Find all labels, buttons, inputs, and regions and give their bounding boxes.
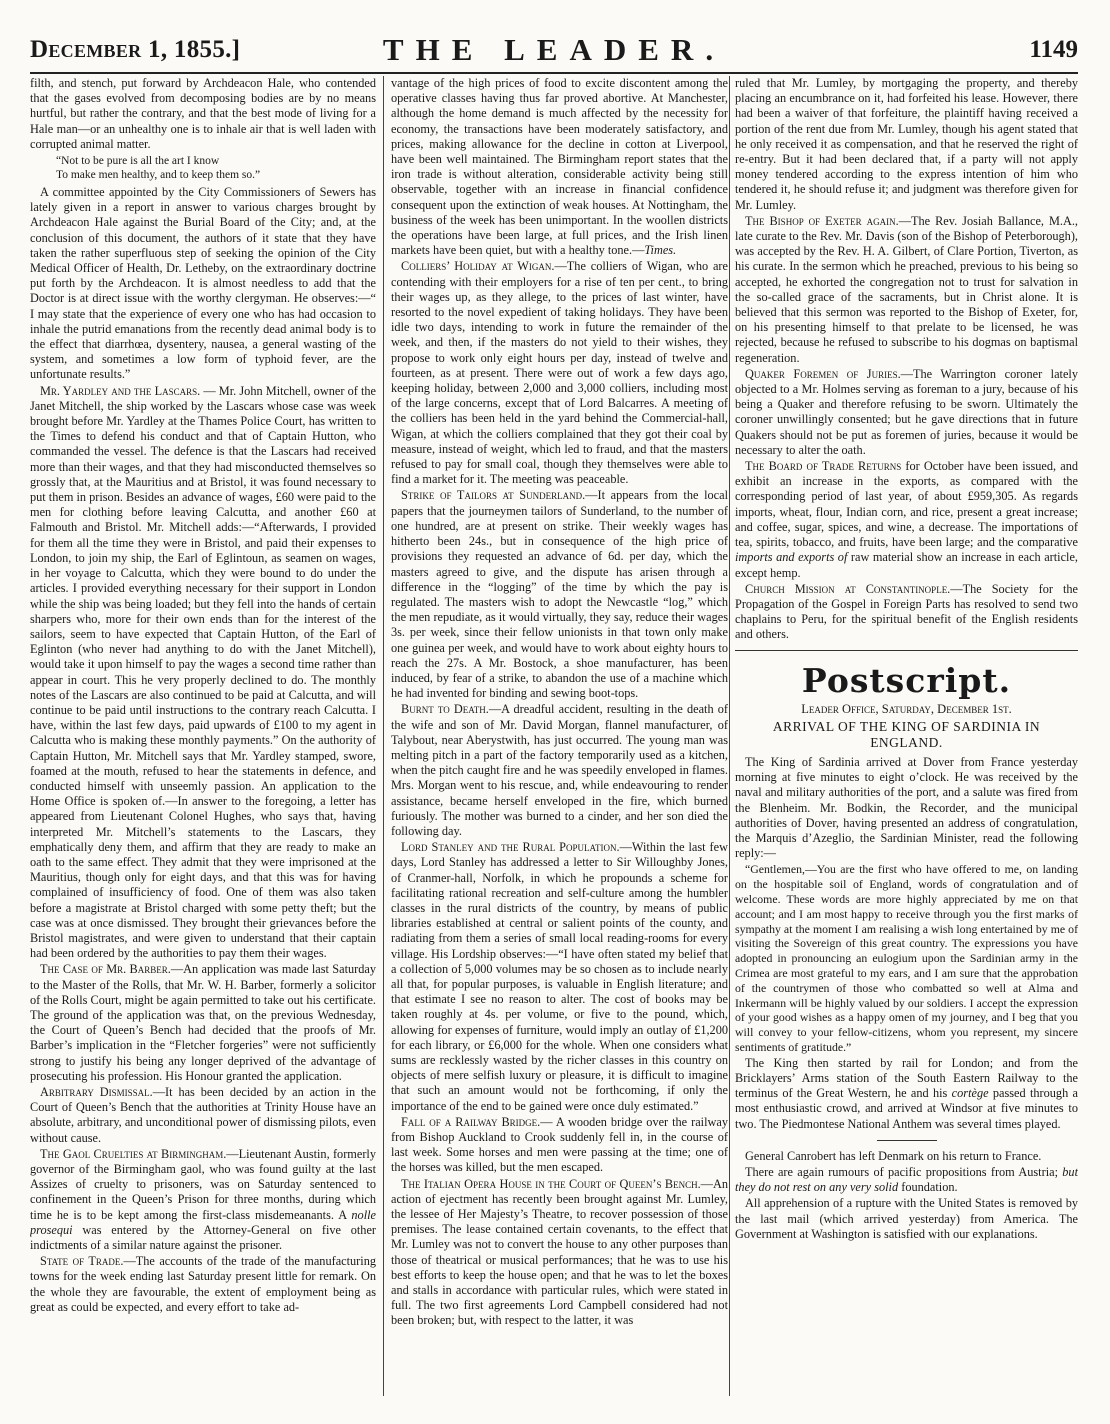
article-text: —A dreadful accident, resulting in the death of the wife and son of Mr. David Morgan, flannel manufacturer, of Talybout, near Aberystwith, has just occurred. The young man was melting pitch in a part of the factory temporarily used as a kitchen, when the pitch caught fire and he was speedily enveloped in flames. Mrs. Morgan went to his rescue, and, while endeavouring to render assistance, became herself enveloped in the fire, which burned furiously. The mother was burned to a cinder, and her son died the following day. [391,702,728,838]
article [391,1177,728,1329]
article [391,1115,728,1176]
article-heading: Burnt to Death. [401,702,489,717]
article-text: —The accounts of the trade of the manufacturing towns for the week ending last Saturday present little for remark. On the whole they are favourable, the extent of employment being as great as could be expected, and every effort to take ad- [30,1254,376,1314]
article-text: —The Warrington coroner lately objected to a Mr. Holmes serving as foreman to a jury, because of his being a Quaker and therefore refusing to be sworn. Ultimately the coroner unwillingly consented; but he gave directions that in future Quakers should not be put as foremen of juries, because it would be necessary to alter the oath. [735,366,1078,457]
column-rule [729,76,730,1396]
article-text: There are again rumours of pacific propositions from Austria; [745,1164,1058,1179]
italic-text: cortège [951,1086,989,1101]
article-text: passed through a most enthusiastic crowd, and arrived at Windsor at five minutes to two. The Piedmontese National Anthem was several times played. [735,1086,1078,1131]
article-text: —The colliers of Wigan, who are contending with their employers for a rise of ten per cent., to bring their wages up, as they allege, to the prices of last winter, have resorted to the novel expedient of taking holidays. They have been idle two days, intending to work in future the remainder of the week, and then, if the masters do not yield to their wishes, they propose to work only eight hours per day, instead of twelve and fourteen, as at present. There were out of work a few days ago, keeping holiday, between 2,000 and 3,000 colliers, including most of the large concerns, except that of Lord Balcarres. A meeting of the colliers has been held in the yard behind the Commercial-hall, Wigan, at which the colliers complained that they got their coal by measure, instead of weight, which led to fraud, and that the masters refused to pay for small coal, though they themselves were able to find a market for it. The meeting was peaceable. [391,259,728,487]
postscript-heading: Postscript. [801,660,1012,700]
quoted-reply: “Gentlemen,—You are the first who have offered to me, on landing on the hospitable soil of England, words of congratulation and of welcome. These words are more highly appreciated by me on that account; and I am most happy to receive through you the first marks of sympathy at the moment I am realising a wish long entertained by me of visiting the Sovereign of this great country. The expressions you have adopted in pronouncing an eulogium upon the Sardinian army in the Crimea are most grateful to my ears, and I am sure that the approbation of the countrymen of those who combatted so well at Alma and Inkermann will be highly valued by our soldiers. I accept the expression of your good wishes as a happy omen of my journey, and I beg that you will convey to your fellow-citizens, whom you represent, my sincere sentiments of gratitude.” [735,862,1078,1054]
verse-quote [30,154,376,182]
column-rule [383,76,384,1396]
article-text: —The Rev. Josiah Ballance, M.A., late curate to the Rev. Mr. Davis (son of the Bishop of Peterborough), was accepted by the Rev. H. A. Gilbert, of Clare Portion, Tiverton, as his curate. In the sermon which he preached, previous to his being so accepted, he exhorted the congregation not to trust for salvation in the so-called grace of the sacraments, but in Christ alone. It is believed that this sermon was reported to the Bishop of Exeter, for, on his presenting himself to that prelate to be licensed, he was rejected, because he refused to subscribe to his dogmas on baptismal regeneration. [735,213,1078,365]
paragraph: filth, and stench, put forward by Archdeacon Hale, who contended that the gases evolved from decomposing bodies are by no means hurtful, but rather the contrary, and that the best mode of living for a Hale man—or an unhealthy one is to inhale air that is well laden with corrupted animal matter. [30,76,376,151]
article-heading: Lord Stanley and the Rural Population. [401,840,620,855]
article-heading: The Italian Opera House in the Court of Queen’s Bench. [401,1176,701,1191]
paragraph: A committee appointed by the City Commissioners of Sewers has lately given in a report in answer to various charges brought by Archdeacon Hale against the Burial Board of the City; and, at the conclusion of this document, the authors of it state that they have taken the rather superfluous step of seeking the opinion of the City Medical Officer of Health, Dr. Letheby, on the extraordinary doctrine put forth by the Archdeacon. It is almost needless to add that the Doctor is at direct issue with the worthy clergyman. He observes:—“ I may state that the experience of every one who has had occasion to inhale the putrid emanations from the recently dead animal body is to the effect that diarrhœa, dysentery, nausea, a general wasting of the system, and sometimes a low form of typhoid fever, are the unfortunate results.” [30,185,376,382]
section-divider [735,650,1078,651]
column-1 [30,76,376,1406]
article-text: for October have been issued, and exhibit an increase in the exports, as compared with the corresponding period of last year, of about £959,305. As regards imports, wheat, flour, Indian corn, and rice, present a great increase; and coffee, sugar, spices, and wine, a decrease. The importations of tea, spirits, tobacco, and fruits, have been large; and the comparative [735,459,1078,550]
article [391,702,728,839]
article-heading: The Board of Trade Returns [745,459,902,474]
article-heading: The Gaol Cruelties at Birmingham. [40,1146,227,1161]
article-heading: Arbitrary Dismissal. [40,1085,153,1099]
article [391,840,728,1114]
headline: ARRIVAL OF THE KING OF SARDINIA IN ENGLAND. [772,718,1041,750]
article-heading: Mr. Yardley and the Lascars. [40,383,201,398]
article-text: —An action of ejectment has recently been brought against Mr. Lumley, the lessee of Her Majesty’s Theatre, to recover possession of those premises. The lease contained certain covenants, to the effect that Mr. Lumley was not to convert the house to any other purposes than those of theatrical or musical performances; that he was to use his best efforts to keep the house open; and that he was to let the boxes and stalls in accordance with particular rules, which were stated in full. The two first agreements Lord Campbell considered had not been broken; but, with respect to the latter, it was [391,1176,728,1328]
article-text: —Lieutenant Austin, formerly governor of the Birmingham gaol, who was found guilty at the last Assizes of cruelty to prisoners, was on Saturday sentenced to confinement in the Queen’s Prison for three months, during which time he is to be kept among the first-class misdemeanants. A [30,1146,376,1222]
article-heading: Colliers’ Holiday at Wigan. [401,259,555,274]
article [735,582,1078,643]
italic-text: nolle prosequi [30,1207,376,1237]
article-text: foundation. [901,1180,958,1195]
article-heading: The Bishop of Exeter again. [745,213,899,228]
article-text: —The Society for the Propagation of the Gospel in Foreign Parts has resolved to send two chaplains to Peru, for the spiritual benefit of the English residents and others. [735,581,1078,642]
article-heading: Church Mission at Constantinople. [745,581,951,596]
article-text: —It has been decided by an action in the Court of Queen’s Bench that the authorities at Trinity House have an absolute, arbitrary, and unconditional power of dismissing pilots, even without cause. [30,1085,376,1145]
article-text: The King then started by rail for London; and from the Bricklayers’ Arms station of the South Eastern Railway to the terminus of the Great Western, he and his [735,1055,1078,1101]
article-text: —It appears from the local papers that the journeymen tailors of Sunderland, to the number of one hundred, are at present on strike. Their weekly wages has hitherto been 24s., but in consequence of the high price of provisions they requested an advance of 6d. per day, which the masters agreed to give, and the dispute has arisen through a difference in the “logging” of the time by which the pay is regulated. The masters wish to adopt the Newcastle “log,” which the men repudiate, as it would virtually, they say, reduce their wages 3s. per week, since their fellow unionists in that town only make one guinea per week, and would have to work about eighty hours to reach the 27s. A Mr. Bostock, a shoe manufacturer, has been induced, by fear of a strike, to abandon the use of a machine which he had invented for binding and sewing boot-tops. [391,488,728,701]
article [735,459,1078,581]
paragraph [735,1165,1078,1195]
article [30,962,376,1084]
article [735,367,1078,458]
article-text: —Within the last few days, Lord Stanley has addressed a letter to Sir Willoughby Jones, of Cranmer-hall, Norfolk, in which he propounds a scheme for facilitating rational recreation and self-culture among the humbler classes in the rural districts of the country, by means of public libraries established at central or salient points of the county, and radiating from them a series of small local reading-rooms for every village. His Lordship observes:—“I have often stated my belief that a collection of 5,000 volumes may be so chosen as to include nearly all that, for popular purposes, is valuable in English literature; and that estimate I see no reason to alter. The cost of books may be taken roughly at 4s. per volume, or five to the pound, which, allowing for expenses of furniture, would imply an outlay of £1,200 for each library, or £6,000 for the whole. When one considers what sums are recklessly wasted by the richer classes in this country on objects of mere selfish luxury or pleasure, it is difficult to imagine that such an amount would not be forthcoming, if only the importance of the end to be gained were once duly estimated.” [391,840,728,1113]
paragraph: All apprehension of a rupture with the United States is removed by the last mail (which arrived yesterday) from America. The Government at Washington is satisfied with our explanations. [735,1196,1078,1241]
paragraph: The King of Sardinia arrived at Dover from France yesterday morning at five minutes to eight o’clock. He was received by the naval and military authorities of the port, and a salute was fired from the Blenheim. Mr. Bodkin, the Recorder, and the municipal authorities of Dover, having presented an address of congratulation, the Marquis d’Azeglio, the Sardinian Minister, read the following reply:— [735,754,1078,861]
column-2 [391,76,728,1406]
article-heading: Quaker Foremen of Juries. [745,366,901,381]
verse-line: “Not to be pure is all the art I know [56,155,220,168]
article [30,1085,376,1146]
article-text: — Mr. John Mitchell, owner of the Janet Mitchell, the ship worked by the Lascars whose case was week brought before Mr. Yardley at the Thames Police Court, has written to the Times to defend his conduct and that of Captain Hutton, who commanded the vessel. The defence is that the Lascars had received more than their wages, and that they had misconducted themselves so grossly that, at the Mauritius and at Bristol, it was found necessary to put them in prison. Besides an advance of wages, £60 were paid to the men for clothing before leaving Calcutta, and another £60 at Falmouth and Bristol. Mr. Mitchell adds:—“Afterwards, I provided for them all the time they were in Bristol, and paid their expenses to London, to join my ship, the Earl of Eglintoun, as seamen on wages, in her voyage to Calcutta, which they were bound to do under the articles. I provided everything necessary for their support in London while the ship was being loaded; but they fell into the hands of certain sharpers who, more for their own ends than for the interest of the sailors, seem to have expected that Captain Hutton, of the Earl of Eglinton (who never had anything to do with the Janet Mitchell), would take it upon himself to pay the wages a second time rather than appear in court. This he very properly declined to do. The monthly notes of the Lascars are also continued to be paid at Calcutta, and will continue to be paid until instructions to the contrary reach Calcutta. I have, within the last few days, paid upwards of £100 to my agent in Calcutta who is making these monthly payments.” On the authority of Captain Hutton, Mr. Mitchell says that Mr. Yardley stamped, swore, foamed at the mouth, refused to hear the statements in defence, and conducted himself with unseemly passion. An application to the Home Office is spoken of.—In answer to the foregoing, a letter has appeared from Lieutenant Colonel Hughes, who says that, having interpreted Mr. Mitchell’s statements to the Lascars, they emphatically deny them, and affirm that they are ready to make an oath to the same effect. They admit that they were imprisoned at the Mauritius, though only for eight days, and that this was for having complained of insufficiency of food. One of them was also taken before a magistrate at Bristol charged with some petty theft; but the case was at once dismissed. They brought their grievances before the Bristol magistrates, and were given to understand that their captain had been ordered by the authorities to pay them their wages. [30,383,376,961]
italic-text: imports and exports of [735,550,848,565]
article [391,259,728,487]
column-3 [735,76,1078,1406]
dateline: Leader Office, Saturday, December 1st. [801,701,1012,716]
issue-date: December 1, 1855.] [30,36,241,63]
article-heading: State of Trade. [40,1254,124,1269]
article-text: — A wooden bridge over the railway from Bishop Auckland to Crook suddenly fell in, in the course of last week. Some horses and men were passing at the time; one of the horses was killed, but the men escaped. [391,1114,728,1175]
article-text: was entered by the Attorney-General on five other indictments of a similar nature against the prisoner. [30,1222,376,1253]
article [30,1147,376,1253]
article [30,384,376,962]
article [735,214,1078,366]
newspaper-title: THE LEADER. [382,32,726,67]
paragraph: General Canrobert has left Denmark on his return to France. [745,1148,1042,1163]
article [391,488,728,701]
italic-text: but they do not rest on any very solid [735,1164,1078,1195]
short-divider [877,1140,937,1141]
article-heading: Fall of a Railway Bridge. [401,1114,541,1129]
article-text: raw material show an increase in each article, except hemp. [735,550,1078,580]
paragraph: ruled that Mr. Lumley, by mortgaging the property, and thereby placing an encumbrance on it, had forfeited his lease. However, there had been a waiver of that forfeiture, the plaintiff having received a portion of the rent due from Mr. Lumley, though his agent stated that he only received it as compensation, and that he reserved the right of re-entry. But it had been declared that, if a party will not apply money tendered according to the express intention of him who tendered it, he should refuse it; and judgment was therefore given for Mr. Lumley. [735,76,1078,212]
paragraph [391,76,728,258]
masthead [30,30,1078,74]
verse-line: To make men healthy, and to keep them so.” [56,169,261,182]
page-number: 1149 [1029,36,1078,63]
article [30,1254,376,1315]
article-heading: The Case of Mr. Barber. [40,962,171,977]
article-text: vantage of the high prices of food to excite discontent among the operative classes having thus far proved abortive. At Manchester, although the home demand is much affected by the necessity for economy, the transactions have been moderately satisfactory, and prices, making allowance for the decline in cotton at Liverpool, have been well maintained. The Birmingham report states that the iron trade is without alteration, considerable activity being still observable, together with an increase in financial confidence consequent upon the extinction of weak houses. At Nottingham, the business of the week has been unimportant. In the woollen districts the operations have been large, at full prices, and the Irish linen markets have been quiet, but with a healthy tone.— [391,76,728,258]
article-heading: Strike of Tailors at Sunderland. [401,488,586,503]
italic-text: Times. [644,243,677,258]
article-text: —An application was made last Saturday to the Master of the Rolls, that Mr. W. H. Barber, formerly a solicitor of the Rolls Court, might be again permitted to take out his certificate. The ground of the application was that, on the previous Wednesday, the Court of Queen’s Bench had decided that the proofs of Mr. Barber’s implication in the “Fletcher forgeries” were not sufficiently strong to justify his being any longer deprived of the advantage of prosecuting his profession. His Honour granted the application. [30,962,376,1083]
paragraph [735,1056,1078,1132]
